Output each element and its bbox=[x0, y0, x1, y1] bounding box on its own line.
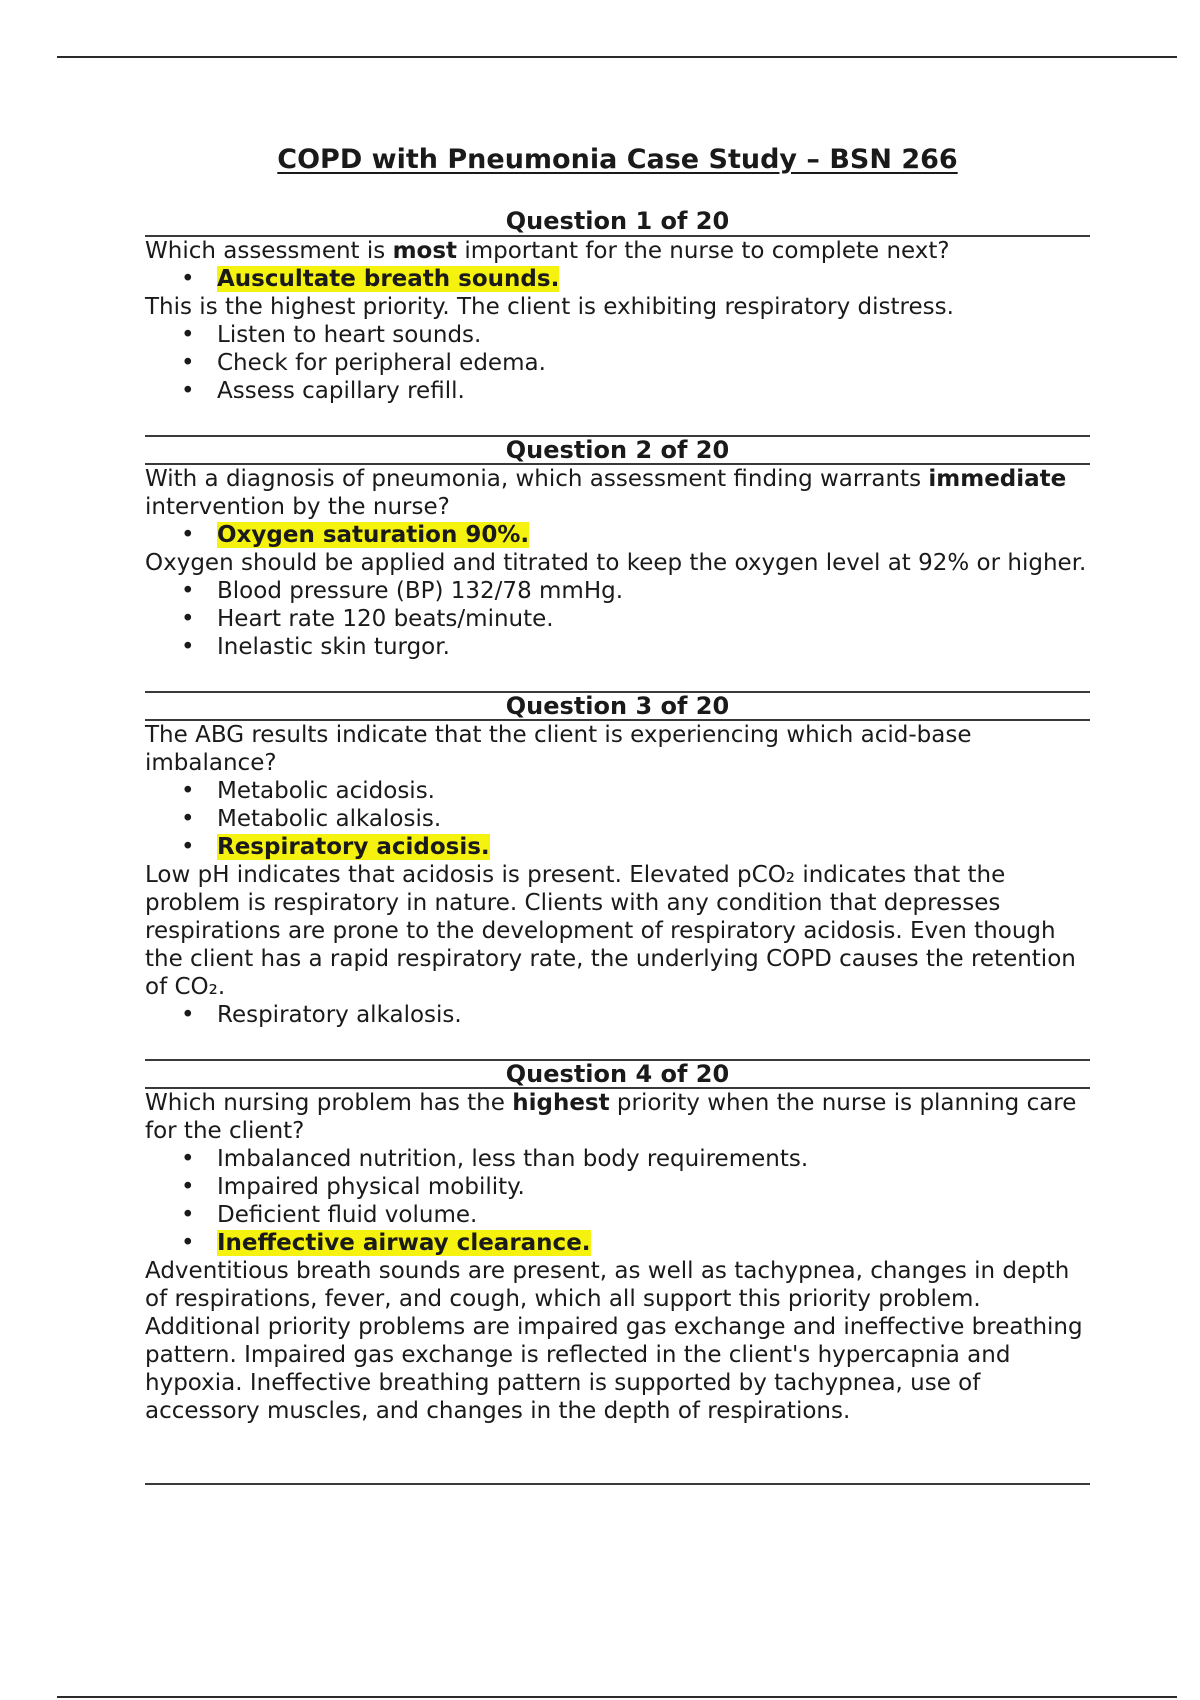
answer-text: Respiratory alkalosis. bbox=[217, 1002, 462, 1028]
correct-answer-option bbox=[145, 521, 1090, 549]
stem-text: intervention by the nurse? bbox=[145, 494, 450, 520]
answer-option bbox=[145, 777, 1090, 805]
answer-option bbox=[145, 1173, 1090, 1201]
highlighted-answer-text: Ineffective airway clearance. bbox=[217, 1230, 591, 1256]
answer-text: Imbalanced nutrition, less than body requirements. bbox=[217, 1146, 809, 1172]
answer-options bbox=[145, 265, 1090, 293]
question-heading: Question 1 of 20 bbox=[145, 207, 1090, 237]
answer-text: Inelastic skin turgor. bbox=[217, 634, 450, 660]
answer-option bbox=[145, 1145, 1090, 1173]
answer-rationale: Low pH indicates that acidosis is present. Elevated pCO₂ indicates that the problem is respiratory in nature. Clients with any condition that depresses respirations are prone to the development of respiratory acidosis. Even though the client has a rapid respiratory rate, the underlying COPD causes the retention of CO₂. bbox=[145, 862, 1076, 1000]
answer-text: Impaired physical mobility. bbox=[217, 1174, 525, 1200]
answer-text: Check for peripheral edema. bbox=[217, 350, 546, 376]
question-spacer bbox=[145, 1425, 1090, 1455]
question-stem bbox=[145, 465, 1090, 521]
answer-text: Metabolic acidosis. bbox=[217, 778, 435, 804]
question-block bbox=[145, 691, 1090, 1059]
stem-emphasis: highest bbox=[512, 1090, 610, 1116]
answer-options bbox=[145, 521, 1090, 549]
answer-options bbox=[145, 777, 1090, 861]
page-bottom-rule bbox=[57, 1696, 1177, 1698]
document-title: COPD with Pneumonia Case Study – BSN 266 bbox=[277, 144, 958, 175]
answer-option bbox=[145, 377, 1090, 405]
stem-text: important for the nurse to complete next? bbox=[457, 238, 950, 264]
question-spacer bbox=[145, 405, 1090, 435]
stem-text: The ABG results indicate that the client is experiencing which acid-base imbalance? bbox=[145, 722, 972, 776]
question-stem bbox=[145, 1089, 1090, 1145]
correct-answer-option bbox=[145, 833, 1090, 861]
answer-option bbox=[145, 1001, 1090, 1029]
question-stem bbox=[145, 721, 1090, 777]
answer-option bbox=[145, 1201, 1090, 1229]
question-heading: Question 2 of 20 bbox=[145, 437, 1090, 465]
stem-emphasis: immediate bbox=[928, 466, 1067, 492]
question-spacer bbox=[145, 1029, 1090, 1059]
stem-text: priority when the nurse is planning care for the client? bbox=[145, 1090, 1077, 1144]
answer-text: Heart rate 120 beats/minute. bbox=[217, 606, 554, 632]
question-heading: Question 4 of 20 bbox=[145, 1061, 1090, 1089]
answer-options bbox=[145, 321, 1090, 405]
question-list bbox=[145, 207, 1090, 1455]
stem-text: Which nursing problem has the bbox=[145, 1090, 513, 1116]
answer-option bbox=[145, 349, 1090, 377]
question-block bbox=[145, 207, 1090, 435]
answer-option bbox=[145, 605, 1090, 633]
question-block bbox=[145, 1059, 1090, 1455]
answer-text: Listen to heart sounds. bbox=[217, 322, 482, 348]
question-spacer bbox=[145, 661, 1090, 691]
answer-text: Deficient fluid volume. bbox=[217, 1202, 478, 1228]
end-rule bbox=[145, 1483, 1090, 1485]
answer-text: Assess capillary refill. bbox=[217, 378, 465, 404]
answer-rationale: Oxygen should be applied and titrated to keep the oxygen level at 92% or higher. bbox=[145, 550, 1087, 576]
correct-answer-option bbox=[145, 1229, 1090, 1257]
answer-option bbox=[145, 321, 1090, 349]
stem-emphasis: most bbox=[392, 238, 458, 264]
answer-options bbox=[145, 1145, 1090, 1257]
answer-rationale: Adventitious breath sounds are present, as well as tachypnea, changes in depth of respirations, fever, and cough, which all support this priority problem. Additional priority problems are impaired gas exchange and ineffective breathing pattern. Impaired gas exchange is reflected in the client's hypercapnia and hypoxia. Ineffective breathing pattern is supported by tachypnea, use of accessory muscles, and changes in the depth of respirations. bbox=[145, 1258, 1083, 1424]
stem-text: With a diagnosis of pneumonia, which assessment finding warrants bbox=[145, 466, 929, 492]
answer-options bbox=[145, 577, 1090, 661]
answer-text: Blood pressure (BP) 132/78 mmHg. bbox=[217, 578, 624, 604]
answer-option bbox=[145, 633, 1090, 661]
question-heading: Question 3 of 20 bbox=[145, 693, 1090, 721]
answer-text: Metabolic alkalosis. bbox=[217, 806, 442, 832]
page-top-rule bbox=[57, 56, 1177, 58]
answer-option bbox=[145, 577, 1090, 605]
stem-text: Which assessment is bbox=[145, 238, 393, 264]
answer-option bbox=[145, 805, 1090, 833]
question-stem bbox=[145, 237, 1090, 265]
highlighted-answer-text: Respiratory acidosis. bbox=[217, 834, 490, 860]
document-body bbox=[145, 143, 1090, 1485]
highlighted-answer-text: Oxygen saturation 90%. bbox=[217, 522, 530, 548]
question-block bbox=[145, 435, 1090, 691]
highlighted-answer-text: Auscultate breath sounds. bbox=[217, 266, 560, 292]
correct-answer-option bbox=[145, 265, 1090, 293]
answer-options bbox=[145, 1001, 1090, 1029]
answer-rationale: This is the highest priority. The client is exhibiting respiratory distress. bbox=[145, 294, 954, 320]
